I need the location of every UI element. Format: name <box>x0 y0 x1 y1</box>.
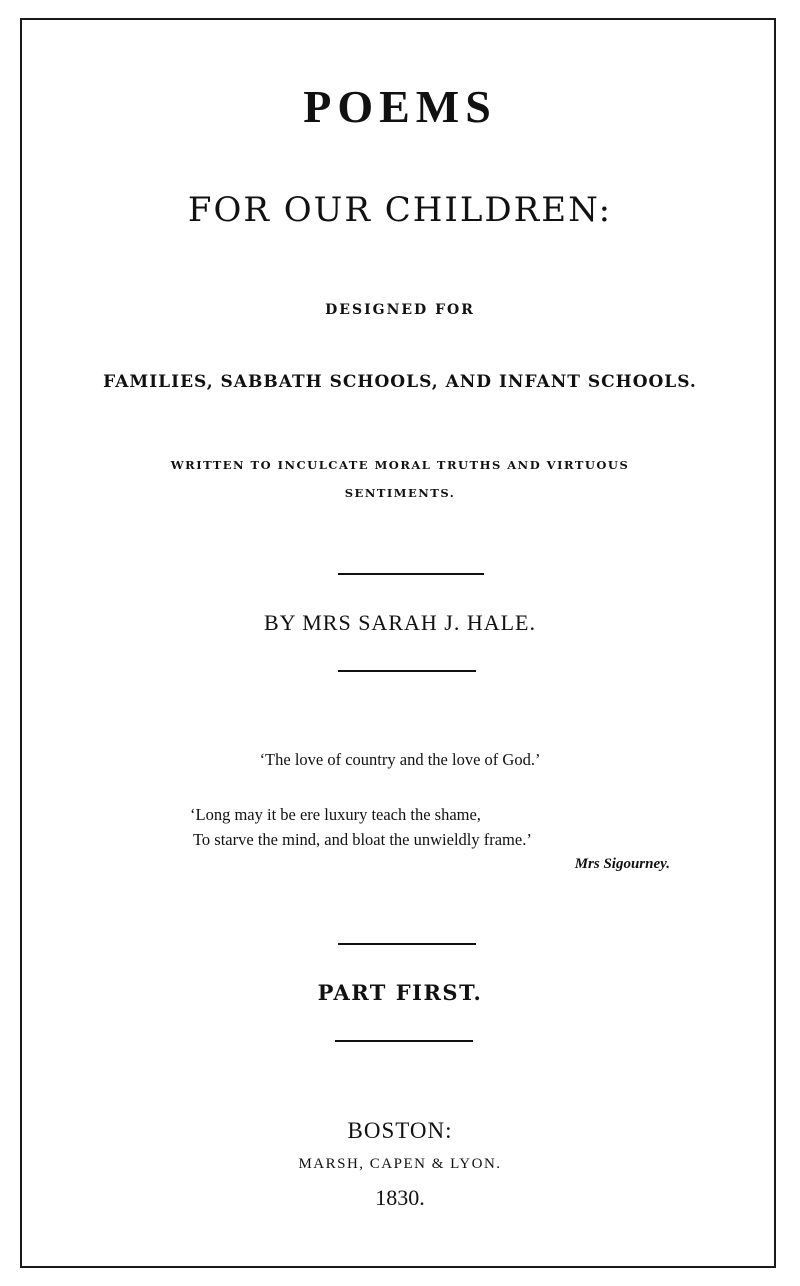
verse-line-1: ‘Long may it be ere luxury teach the shame, <box>190 805 481 824</box>
purpose-line-1: WRITTEN TO INCULCATE MORAL TRUTHS AND VIRTUOUS <box>170 458 630 472</box>
designed-for-label: DESIGNED FOR <box>325 302 475 318</box>
publication-year: 1830. <box>375 1185 425 1210</box>
purpose-line-2: SENTIMENTS. <box>344 486 456 500</box>
divider-rule <box>338 943 476 945</box>
divider-rule <box>338 670 476 672</box>
verse-attribution: Mrs Sigourney. <box>574 856 670 872</box>
publisher-name: MARSH, CAPEN & LYON. <box>298 1156 502 1172</box>
book-subtitle: FOR OUR CHILDREN: <box>187 190 613 230</box>
epigraph-quote: ‘The love of country and the love of God.’ <box>259 750 541 769</box>
book-title: POEMS <box>303 81 497 132</box>
divider-rule <box>338 573 484 575</box>
author-line: BY MRS SARAH J. HALE. <box>263 610 536 635</box>
part-heading: PART FIRST. <box>317 980 483 1005</box>
divider-rule <box>335 1040 473 1042</box>
audience-line: FAMILIES, SABBATH SCHOOLS, AND INFANT SCHOOLS. <box>103 372 697 392</box>
verse-line-2: To starve the mind, and bloat the unwieldly frame.’ <box>193 830 532 849</box>
publication-city: BOSTON: <box>347 1118 453 1143</box>
